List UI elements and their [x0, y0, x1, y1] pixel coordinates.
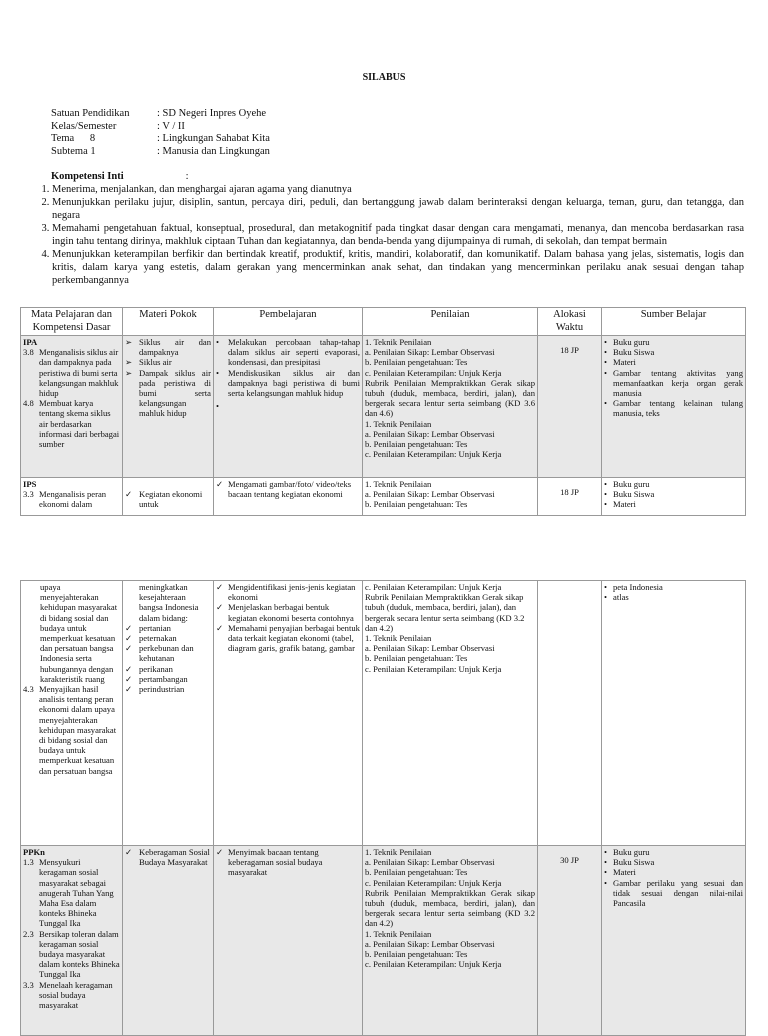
check-bullet-icon: ✓ [125, 622, 133, 633]
dot-bullet-icon: • [216, 367, 220, 378]
kompetensi-inti-item: 3. Memahami pengetahuan faktual, konseptual, prosedural, dan metakognitif pada tingkat dasar dengan cara mengamati, menanya, dan mencoba berdasarkan rasa ingin tahu tentang dirinya, makhluk ciptaan Tuhan dan kegiatannya, dan benda-benda yang dijumpainya di rumah, di sekolah, dan tempat bermain [52, 222, 744, 248]
table-row-ipa [21, 336, 746, 478]
materi-text-continued: meningkatkan kesejahteraan bangsa Indonesia dalam bidang: [139, 582, 199, 623]
pembelajaran-item: ✓ Mengamati gambar/foto/ video/teks bacaan tentang kegiatan ekonomi [216, 479, 352, 500]
materi-item: ✓ perkebunan dan kehutanan [125, 643, 194, 664]
kd-number: 4.3 [23, 684, 34, 695]
sumber-item: • Gambar tentang aktivitas yang memanfaatkan kerja organ gerak manusia [604, 367, 743, 399]
dot-bullet-icon: • [604, 357, 608, 368]
identity-key: Tema 8 [51, 133, 96, 144]
sumber-item: • Gambar tentang kelainan tulang manusia, teks [604, 398, 743, 419]
pembelajaran-item: ✓ Memahami penyajian berbagai bentuk data terkait kegiatan ekonomi (tabel, diagram garis, grafik batang, gambar [216, 622, 360, 654]
kompetensi-inti-item: 1. Menerima, menjalankan, dan menghargai ajaran agama yang dianutnya [52, 183, 744, 196]
kompetensi-inti [34, 170, 744, 287]
pembelajaran-item: • Melakukan percobaan tahap-tahap dalam siklus air seperti evaporasi, kondensasi, dan presipitasi [216, 337, 360, 368]
penilaian-line: a. Penilaian Sikap: Lembar Observasi [365, 643, 495, 654]
sumber-item: • Materi [604, 867, 636, 878]
sumber-item: • peta Indonesia [604, 582, 663, 592]
identity-value: : Lingkungan Sahabat Kita [157, 133, 270, 144]
cell-materi-ppkn [123, 846, 214, 1036]
sumber-item: • Gambar perilaku yang sesuai dan tidak sesuai dengan nilai-nilai Pancasila [604, 877, 743, 909]
sumber-item: • atlas [604, 592, 629, 603]
cell-sumber-ips [602, 478, 746, 516]
kd-item [23, 347, 120, 398]
penilaian-line: Rubrik Penilaian Mempraktikkan Gerak sikap tubuh (duduk, membaca, berdiri, jalan), dan bergerak secara lentur serta seimbang (KD 3.2 dan 4.2) [365, 887, 535, 929]
cell-alokasi-ips-continued [538, 581, 602, 846]
penilaian-line: Rubrik Penilaian Mempraktikkan Gerak sikap tubuh (duduk, membaca, berdiri, jalan), dan bergerak secara lentur serta seimbang (KD 3.6 dan 4.6) [365, 377, 535, 419]
dot-bullet-icon: • [604, 398, 608, 409]
kd-text: Menganalisis siklus air dan dampaknya pada peristiwa di bumi serta kelangsungan makhluk hidup [39, 347, 119, 399]
kompetensi-inti-list [34, 183, 744, 287]
table-row-ips [21, 478, 746, 516]
identity-key: Satuan Pendidikan [51, 108, 130, 119]
penilaian-line: 1. Teknik Penilaian [365, 633, 432, 644]
penilaian-line: b. Penilaian pengetahuan: Tes [365, 439, 468, 450]
cell-kd-ppkn [21, 846, 123, 1036]
materi-item: ✓ perikanan [125, 663, 173, 674]
cell-penilaian-ips-continued [363, 581, 538, 846]
document-title: SILABUS [362, 72, 406, 83]
identity-row [51, 133, 270, 146]
kd-item [23, 684, 120, 776]
identity-row [51, 108, 270, 121]
cell-alokasi-ppkn [538, 846, 602, 1036]
sumber-item: • Buku Siswa [604, 489, 655, 500]
arrow-bullet-icon: ➢ [125, 337, 133, 347]
penilaian-line: a. Penilaian Sikap: Lembar Observasi [365, 857, 495, 868]
kd-number: 2.3 [23, 928, 34, 939]
identity-row [51, 121, 270, 134]
penilaian-line: b. Penilaian pengetahuan: Tes [365, 499, 468, 510]
penilaian-line: b. Penilaian pengetahuan: Tes [365, 653, 468, 664]
penilaian-line: Rubrik Penilaian Mempraktikkan Gerak sikap tubuh (duduk, membaca, berdiri, jalan), dan bergerak secara lentur serta seimbang (KD 3.2 dan 4.2) [365, 592, 525, 633]
syllabus-table-1 [20, 307, 746, 516]
kd-number: 3.8 [23, 347, 34, 358]
identity-value: : Manusia dan Lingkungan [157, 145, 270, 157]
dot-bullet-icon: • [604, 489, 608, 500]
penilaian-line: c. Penilaian Keterampilan: Unjuk Kerja [365, 449, 502, 460]
check-bullet-icon: ✓ [216, 582, 224, 592]
identity-value: : V / II [157, 120, 185, 132]
cell-penilaian-ppkn [363, 846, 538, 1036]
cell-sumber-ips-continued [602, 581, 746, 846]
penilaian-line: b. Penilaian pengetahuan: Tes [365, 949, 468, 960]
dot-bullet-icon: • [604, 877, 608, 888]
penilaian-line: 1. Teknik Penilaian [365, 479, 432, 489]
kd-number: 3.3 [23, 489, 34, 500]
materi-item: ✓ Kegiatan ekonomi untuk [125, 489, 203, 510]
dot-bullet-icon: • [216, 337, 220, 347]
materi-item: ➢ Dampak siklus air pada peristiwa di bumi serta kelangsungan mahluk hidup [125, 367, 211, 419]
sumber-item: • Buku guru [604, 479, 650, 489]
arrow-bullet-icon: ➢ [125, 357, 133, 368]
cell-pembelajaran-ppkn [214, 846, 363, 1036]
dot-bullet-icon: • [604, 479, 608, 489]
materi-item: ➢ Siklus air dan dampaknya [125, 337, 211, 358]
check-bullet-icon: ✓ [125, 663, 133, 674]
cell-kd-ips [21, 478, 123, 516]
materi-item: ✓ pertanian [125, 622, 171, 633]
penilaian-line: a. Penilaian Sikap: Lembar Observasi [365, 489, 495, 500]
dot-bullet-icon: • [604, 867, 608, 878]
header-penilaian: Penilaian [363, 308, 538, 336]
cell-pembelajaran-ips [214, 478, 363, 516]
check-bullet-icon: ✓ [216, 622, 224, 633]
dot-bullet-icon: • [604, 847, 608, 857]
pembelajaran-item: ✓ Menyimak bacaan tentang keberagaman sosial budaya masyarakat [216, 847, 323, 878]
table-row-ppkn [21, 846, 746, 1036]
check-bullet-icon: ✓ [216, 847, 224, 857]
dot-bullet-icon: • [604, 367, 608, 378]
cell-materi-ipa [123, 336, 214, 478]
penilaian-line: 1. Teknik Penilaian [365, 337, 432, 347]
identity-row [51, 146, 270, 159]
cell-materi-ips [123, 478, 214, 516]
penilaian-line: c. Penilaian Keterampilan: Unjuk Kerja [365, 582, 502, 592]
sumber-item: • Materi [604, 499, 636, 510]
check-bullet-icon: ✓ [125, 489, 133, 499]
kd-item [23, 929, 120, 980]
kd-number: 3.3 [23, 979, 34, 990]
kd-text: Menyajikan hasil analisis tentang peran ekonomi dalam upaya menyejahterakan kehidupan masyarakat di bidang sosial dan budaya untuk memperkuat kesatuan dan persatuan bangsa [39, 684, 117, 776]
header-mapel-kd: Mata Pelajaran dan Kompetensi Dasar [21, 308, 123, 336]
check-bullet-icon: ✓ [125, 673, 133, 684]
check-bullet-icon: ✓ [216, 479, 224, 489]
penilaian-line: 1. Teknik Penilaian [365, 847, 432, 857]
penilaian-line: a. Penilaian Sikap: Lembar Observasi [365, 347, 495, 358]
subject-ips: IPS [23, 479, 37, 489]
penilaian-line: b. Penilaian pengetahuan: Tes [365, 357, 468, 368]
pembelajaran-item [216, 401, 360, 411]
pembelajaran-item: ✓ Mengidentifikasi jenis-jenis kegiatan ekonomi [216, 582, 356, 603]
identity-key: Subtema 1 [51, 145, 96, 157]
sumber-item: • Buku Siswa [604, 857, 655, 868]
pembelajaran-item: ✓ Menjelaskan berbagai bentuk kegiatan ekonomi beserta contohnya [216, 602, 354, 623]
materi-item: ✓ Keberagaman Sosial Budaya Masyarakat [125, 847, 210, 868]
alokasi-value: 18 JP [560, 487, 579, 497]
dot-bullet-icon: • [604, 857, 608, 868]
penilaian-line: 1. Teknik Penilaian [365, 418, 432, 429]
materi-item: ✓ perindustrian [125, 684, 185, 695]
check-bullet-icon: ✓ [125, 684, 133, 695]
kompetensi-inti-item: 4. Menunjukkan keterampilan berfikir dan bertindak kreatif, produktif, kritis, mandiri, kolaboratif, dan komunikatif. Dalam bahasa yang jelas, sistematis, logis dan kritis, dalam karya yang estetis, dalam gerakan yang mencerminkan anak sehat, dan tindakan yang mencerminkan perilaku anak sesuai dengan tahap perkembangannya [52, 248, 744, 287]
dot-bullet-icon: • [604, 347, 608, 358]
sumber-item: • Buku Siswa [604, 347, 655, 358]
kd-text: Membuat karya tentang skema siklus air berdasarkan informasi dari berbagai sumber [39, 398, 120, 450]
cell-penilaian-ipa [363, 336, 538, 478]
penilaian-line: c. Penilaian Keterampilan: Unjuk Kerja [365, 367, 502, 378]
cell-penilaian-ips [363, 478, 538, 516]
cell-sumber-ppkn [602, 846, 746, 1036]
arrow-bullet-icon: ➢ [125, 367, 133, 378]
penilaian-line: b. Penilaian pengetahuan: Tes [365, 867, 468, 878]
cell-kd-ipa [21, 336, 123, 478]
penilaian-line: a. Penilaian Sikap: Lembar Observasi [365, 428, 495, 439]
penilaian-line: c. Penilaian Keterampilan: Unjuk Kerja [365, 663, 502, 674]
table-row-ips-continued [21, 581, 746, 846]
kd-text-continued: upaya menyejahterakan kehidupan masyarakat di bidang sosial dan budaya untuk memperkuat kesatuan dan persatuan bangsa Indonesia serta hubungannya dengan karakteristik ruang [40, 582, 118, 684]
identity-key: Kelas/Semester [51, 120, 117, 132]
syllabus-table-2 [20, 580, 746, 1036]
table-header-row [21, 308, 746, 336]
dot-bullet-icon: • [604, 582, 608, 592]
sumber-item: • Materi [604, 357, 636, 368]
check-bullet-icon: ✓ [125, 847, 133, 857]
header-sumber: Sumber Belajar [602, 308, 746, 336]
kd-text: Menganalisis peran ekonomi dalam [39, 489, 107, 510]
kd-text: Bersikap toleran dalam keragaman sosial budaya masyarakat dalam konteks Bhineka Tunggal Ika [39, 928, 120, 980]
cell-pembelajaran-ips-continued [214, 581, 363, 846]
alokasi-value: 30 JP [560, 855, 579, 865]
kd-number: 4.8 [23, 398, 34, 409]
sumber-item: • Buku guru [604, 337, 650, 347]
alokasi-value: 18 JP [560, 345, 579, 355]
kd-item [23, 980, 120, 1011]
kompetensi-inti-colon: : [185, 171, 189, 182]
kompetensi-inti-item: 2. Menunjukkan perilaku jujur, disiplin, santun, percaya diri, peduli, dan bertanggung jawab dalam berinteraksi dengan keluarga, teman, guru, dan tetangga, dan negara [52, 196, 744, 222]
dot-bullet-icon: • [604, 337, 608, 347]
penilaian-line: a. Penilaian Sikap: Lembar Observasi [365, 938, 495, 949]
check-bullet-icon: ✓ [125, 633, 133, 644]
cell-pembelajaran-ipa [214, 336, 363, 478]
penilaian-line: c. Penilaian Keterampilan: Unjuk Kerja [365, 959, 502, 970]
header-pembelajaran: Pembelajaran [214, 308, 363, 336]
sumber-item: • Buku guru [604, 847, 650, 857]
kd-item [23, 857, 120, 928]
dot-bullet-icon: • [604, 592, 608, 603]
materi-item: ✓ pertambangan [125, 673, 188, 684]
dot-bullet-icon: • [216, 401, 220, 412]
kd-number: 1.3 [23, 857, 34, 868]
header-alokasi: Alokasi Waktu [538, 308, 602, 336]
materi-item: ✓ peternakan [125, 633, 177, 644]
cell-alokasi-ipa [538, 336, 602, 478]
cell-alokasi-ips [538, 478, 602, 516]
cell-kd-ips-continued [21, 581, 123, 846]
identity-value: : SD Negeri Inpres Oyehe [157, 108, 267, 119]
penilaian-line: c. Penilaian Keterampilan: Unjuk Kerja [365, 877, 502, 888]
subject-ppkn: PPKn [23, 847, 45, 857]
subject-ipa: IPA [23, 337, 38, 347]
materi-item: ➢ Siklus air [125, 357, 172, 368]
header-materi: Materi Pokok [123, 308, 214, 336]
dot-bullet-icon: • [604, 499, 608, 510]
identity-block [51, 108, 270, 158]
kd-item [23, 398, 120, 449]
kd-item [23, 489, 120, 509]
cell-materi-ips-continued [123, 581, 214, 846]
kompetensi-inti-heading: Kompetensi Inti [51, 171, 124, 182]
cell-sumber-ipa [602, 336, 746, 478]
penilaian-line: 1. Teknik Penilaian [365, 928, 432, 939]
kd-text: Mensyukuri keragaman sosial masyarakat sebagai anugerah Tuhan Yang Maha Esa dalam konteks Bhineka Tunggal Ika [39, 857, 114, 929]
check-bullet-icon: ✓ [216, 602, 224, 613]
pembelajaran-item: • Mendiskusikan siklus air dan dampaknya bagi peristiwa di bumi serta kelangsungan mahluk hidup [216, 367, 360, 399]
check-bullet-icon: ✓ [125, 643, 133, 654]
kd-text: Menelaah keragaman sosial budaya masyarakat [39, 979, 113, 1011]
